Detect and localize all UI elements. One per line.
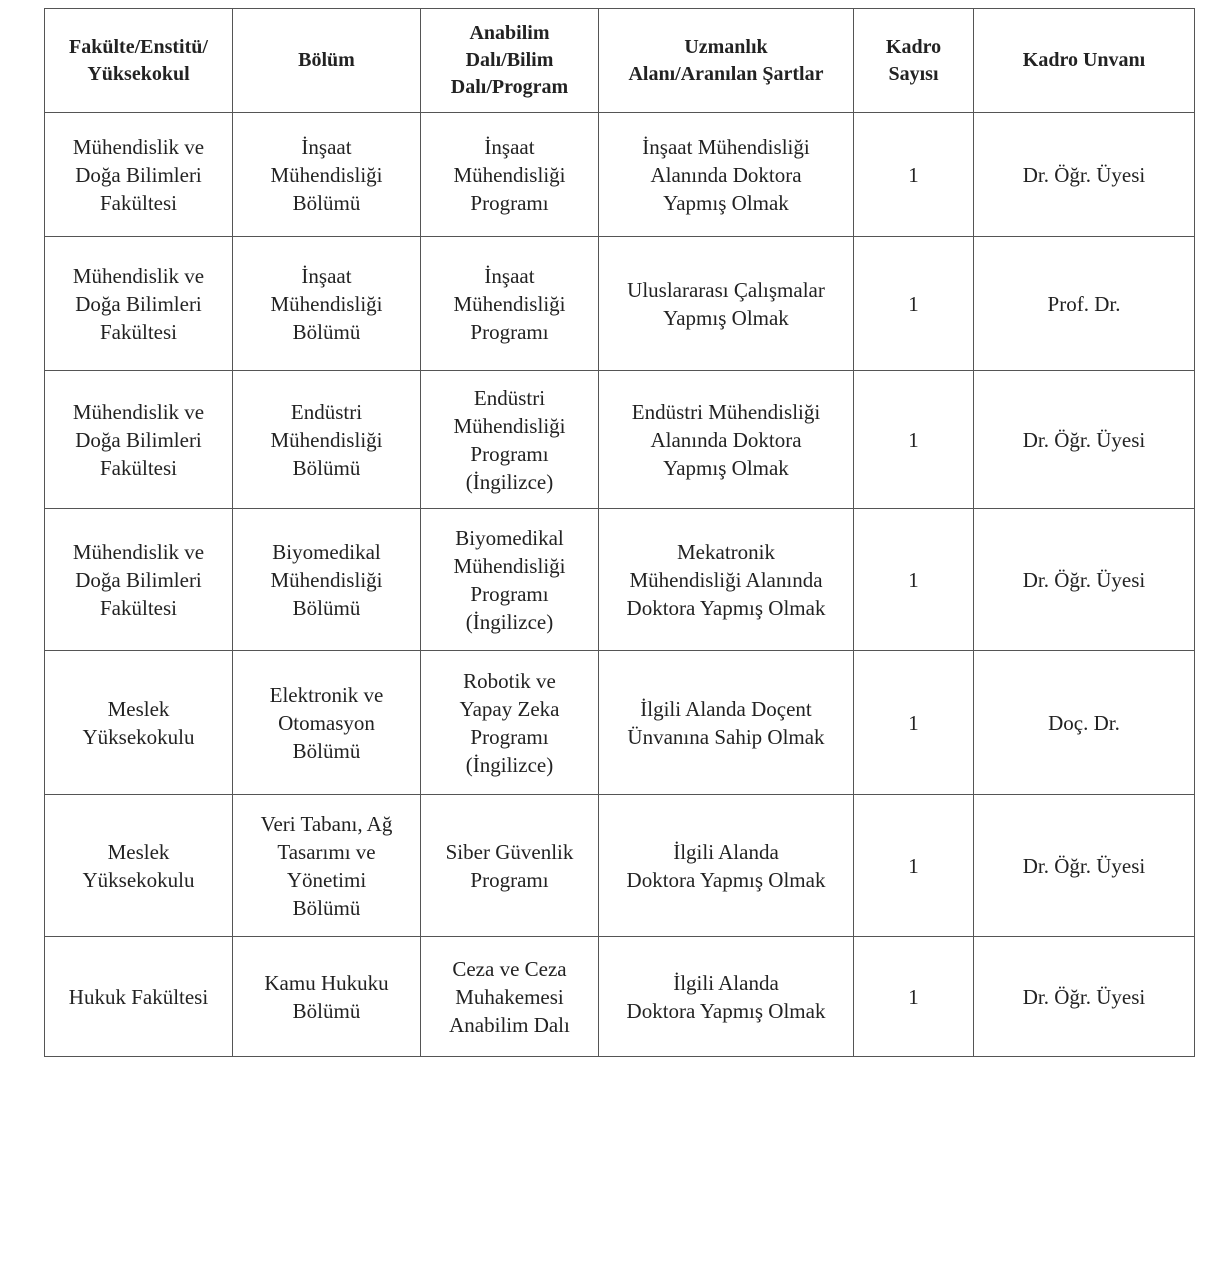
header-requirements: Uzmanlık Alanı/Aranılan Şartlar (599, 9, 854, 113)
table-row (45, 371, 1195, 509)
cell-title: Dr. Öğr. Üyesi (974, 371, 1195, 509)
cell-requirements: Uluslararası Çalışmalar Yapmış Olmak (599, 237, 854, 371)
cell-requirements: İlgili Alanda Doçent Ünvanına Sahip Olmak (599, 651, 854, 795)
cell-department: Kamu Hukuku Bölümü (233, 937, 421, 1057)
header-department: Bölüm (233, 9, 421, 113)
cell-title: Dr. Öğr. Üyesi (974, 795, 1195, 937)
header-program: Anabilim Dalı/Bilim Dalı/Program (421, 9, 599, 113)
cell-title: Dr. Öğr. Üyesi (974, 113, 1195, 237)
header-count: Kadro Sayısı (854, 9, 974, 113)
cell-department: İnşaat Mühendisliği Bölümü (233, 113, 421, 237)
cell-requirements: İlgili Alanda Doktora Yapmış Olmak (599, 937, 854, 1057)
table-row (45, 937, 1195, 1057)
cell-count: 1 (854, 795, 974, 937)
cell-program: Robotik ve Yapay Zeka Programı (İngilizce) (421, 651, 599, 795)
cell-count: 1 (854, 509, 974, 651)
cell-program: Siber Güvenlik Programı (421, 795, 599, 937)
cell-requirements: Endüstri Mühendisliği Alanında Doktora Yapmış Olmak (599, 371, 854, 509)
cell-title: Prof. Dr. (974, 237, 1195, 371)
cell-faculty: Mühendislik ve Doğa Bilimleri Fakültesi (45, 237, 233, 371)
cell-requirements: İnşaat Mühendisliği Alanında Doktora Yapmış Olmak (599, 113, 854, 237)
cell-requirements: Mekatronik Mühendisliği Alanında Doktora Yapmış Olmak (599, 509, 854, 651)
cell-program: Endüstri Mühendisliği Programı (İngilizce) (421, 371, 599, 509)
table-row (45, 651, 1195, 795)
cell-requirements: İlgili Alanda Doktora Yapmış Olmak (599, 795, 854, 937)
cell-department: İnşaat Mühendisliği Bölümü (233, 237, 421, 371)
table-row (45, 113, 1195, 237)
cell-faculty: Mühendislik ve Doğa Bilimleri Fakültesi (45, 113, 233, 237)
cell-count: 1 (854, 651, 974, 795)
cell-faculty: Hukuk Fakültesi (45, 937, 233, 1057)
cell-department: Biyomedikal Mühendisliği Bölümü (233, 509, 421, 651)
cell-department: Elektronik ve Otomasyon Bölümü (233, 651, 421, 795)
header-title: Kadro Unvanı (974, 9, 1195, 113)
cell-faculty: Mühendislik ve Doğa Bilimleri Fakültesi (45, 371, 233, 509)
cell-department: Veri Tabanı, Ağ Tasarımı ve Yönetimi Bölümü (233, 795, 421, 937)
cell-count: 1 (854, 371, 974, 509)
positions-table (44, 8, 1195, 1057)
cell-faculty: Meslek Yüksekokulu (45, 651, 233, 795)
cell-program: İnşaat Mühendisliği Programı (421, 113, 599, 237)
cell-program: Ceza ve Ceza Muhakemesi Anabilim Dalı (421, 937, 599, 1057)
cell-faculty: Meslek Yüksekokulu (45, 795, 233, 937)
cell-count: 1 (854, 937, 974, 1057)
cell-program: İnşaat Mühendisliği Programı (421, 237, 599, 371)
table-row (45, 795, 1195, 937)
cell-faculty: Mühendislik ve Doğa Bilimleri Fakültesi (45, 509, 233, 651)
cell-count: 1 (854, 113, 974, 237)
table-row (45, 237, 1195, 371)
header-faculty: Fakülte/Enstitü/ Yüksekokul (45, 9, 233, 113)
cell-department: Endüstri Mühendisliği Bölümü (233, 371, 421, 509)
cell-title: Dr. Öğr. Üyesi (974, 937, 1195, 1057)
cell-program: Biyomedikal Mühendisliği Programı (İngilizce) (421, 509, 599, 651)
table-row (45, 509, 1195, 651)
table-header-row (45, 9, 1195, 113)
cell-title: Dr. Öğr. Üyesi (974, 509, 1195, 651)
cell-title: Doç. Dr. (974, 651, 1195, 795)
cell-count: 1 (854, 237, 974, 371)
